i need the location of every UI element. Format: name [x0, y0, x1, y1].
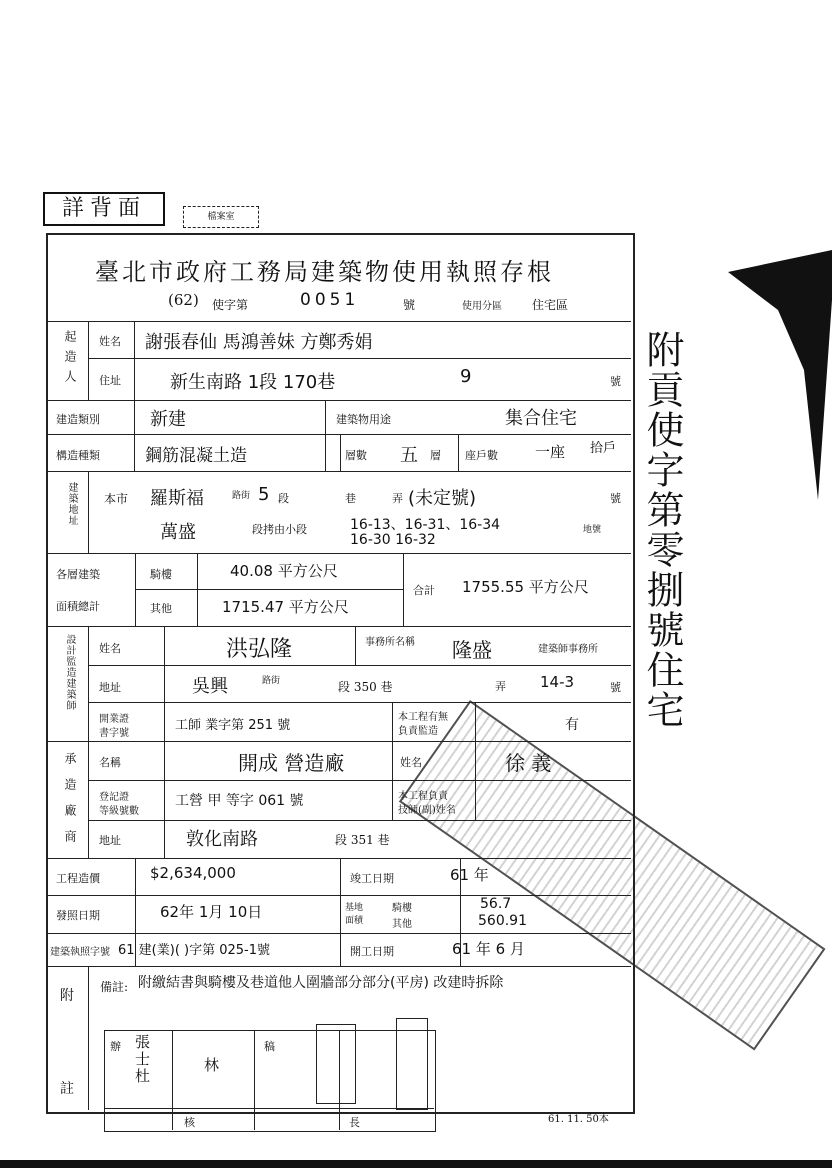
site-paren: (未定號) [408, 488, 477, 509]
rule [197, 553, 198, 626]
rule [88, 358, 631, 359]
arch-addr-number: 14-3 [540, 673, 575, 691]
build-type-label: 建造類別 [56, 413, 100, 426]
arch-name-label: 姓名 [99, 642, 121, 655]
complete-value: 61 年 [450, 866, 489, 884]
remarks-side-label: 附 [60, 988, 74, 1004]
units-value-2: 拾戶 [590, 441, 617, 456]
rule [88, 626, 89, 858]
site-other-value: 560.91 [478, 913, 527, 929]
rule [46, 933, 631, 934]
license-year: (62) [168, 291, 199, 309]
area-label-1: 各層建築 [56, 568, 100, 581]
start-label: 開工日期 [350, 945, 394, 958]
margin-char: 零 [640, 530, 684, 570]
office-suffix: 建築師事務所 [538, 644, 598, 655]
site-lot-suffix: 地號 [583, 525, 602, 535]
arch-reg-label-1: 開業證 [99, 714, 129, 725]
site-lane-unit: 巷 [345, 492, 356, 505]
floors-value: 五 [400, 445, 418, 466]
rule [340, 858, 341, 966]
site-road: 羅斯福 [150, 488, 204, 509]
site-district: 萬盛 [160, 522, 196, 543]
tech-label-1: 本工程負責 [398, 791, 448, 802]
rule [164, 626, 165, 858]
margin-char: 號 [640, 610, 684, 650]
archive-stamp: 檔案室 [183, 206, 259, 228]
rule [135, 553, 136, 626]
site-section-unit: 段 [278, 492, 289, 505]
tech-label-2: 技師(副)姓名 [398, 805, 456, 816]
rule [458, 434, 459, 471]
total-label: 合計 [413, 584, 435, 597]
owner-name-label: 姓名 [99, 335, 121, 348]
rule [392, 702, 393, 820]
site-alley-unit: 弄 [392, 492, 403, 505]
margin-char: 附 [640, 330, 684, 370]
sign-box-label: 長 [349, 1116, 360, 1129]
other-label: 其他 [150, 602, 172, 615]
owner-address-value: 新生南路 1段 170巷 [170, 372, 336, 393]
owner-address-suffix: 號 [610, 375, 621, 388]
rule [134, 400, 135, 471]
rule [46, 741, 631, 742]
architect-section-label: 設計監造建築師 [64, 634, 75, 711]
stamp-name: 張士杜 [133, 1034, 151, 1085]
margin-char: 第 [640, 490, 684, 530]
arch-addr-road-unit: 路街 [262, 676, 281, 686]
rule [88, 321, 89, 400]
form-tag: 詳背面 [43, 192, 165, 226]
site-other-label: 其他 [392, 919, 412, 930]
contractor-addr-section: 段 351 巷 [335, 833, 390, 847]
margin-char: 宅 [640, 690, 684, 730]
permit-value: 61 建(業)( )字第 025-1號 [118, 943, 271, 958]
rule [88, 820, 631, 821]
contractor-section-label: 承造廠商 [63, 752, 77, 856]
build-use-value: 集合住宅 [505, 408, 577, 429]
arcade-label: 騎樓 [150, 568, 172, 581]
units-label: 座戶數 [465, 449, 498, 462]
form-title: 臺北市政府工務局建築物使用執照存根 [95, 258, 554, 286]
office-value: 隆盛 [452, 638, 492, 662]
arch-addr-label: 地址 [99, 681, 121, 694]
contractor-person-label: 姓名 [400, 756, 422, 769]
rule [134, 321, 135, 400]
area-label-2: 面積總計 [56, 600, 100, 613]
start-value: 61 年 6 月 [452, 940, 525, 958]
rule [355, 626, 356, 665]
arch-addr-alley: 弄 [495, 680, 506, 693]
sign-box-row [104, 1030, 434, 1132]
site-city: 本市 [104, 492, 129, 506]
issue-value: 62年 1月 10日 [160, 903, 263, 921]
rule [46, 626, 631, 627]
footer-code: 61. 11. 50本 [548, 1114, 609, 1125]
arch-reg-value: 工師 業字第 251 號 [175, 718, 291, 733]
office-label: 事務所名稱 [365, 637, 415, 648]
rule [88, 702, 631, 703]
site-road-unit: 路街 [232, 491, 251, 501]
contractor-addr-value: 敦化南路 [186, 829, 258, 850]
build-type-value: 新建 [150, 409, 186, 430]
contractor-reg-value: 工營 甲 等字 061 號 [175, 793, 304, 809]
rule [46, 858, 631, 859]
rule [88, 471, 89, 553]
sign-box-label: 稿 [264, 1040, 275, 1053]
site-lots-2: 16-30 16-32 [350, 532, 436, 548]
remarks-text: 附繳結書與騎樓及巷道他人圍牆部分部分(平房) 改建時拆除 [138, 975, 504, 991]
arcade-value: 40.08 平方公尺 [230, 562, 338, 580]
arch-addr-section: 段 350 巷 [338, 680, 393, 694]
permit-label: 建築執照字號 [50, 947, 110, 958]
contractor-reg-label-1: 登記證 [99, 792, 129, 803]
margin-char: 貢 [640, 370, 684, 410]
floors-unit: 層 [430, 449, 441, 462]
rule [46, 895, 631, 896]
other-value: 1715.47 平方公尺 [222, 598, 349, 616]
rule [88, 665, 631, 666]
structure-label: 構造種類 [56, 449, 100, 462]
cost-label: 工程造價 [56, 872, 100, 885]
site-num-suffix: 號 [610, 492, 621, 505]
contractor-name-label: 名稱 [99, 756, 121, 769]
margin-char: 使 [640, 410, 684, 450]
rule [88, 966, 89, 1110]
approval-seal [316, 1024, 356, 1104]
site-lots-1: 16-13、16-31、16-34 [350, 517, 501, 533]
supervise-label-1: 本工程有無 [398, 712, 448, 723]
arch-reg-label-2: 書字號 [99, 728, 129, 739]
arch-addr-number-suffix: 號 [610, 681, 621, 694]
owner-name-value: 謝張春仙 馬鴻善妹 方鄭秀娟 [145, 332, 373, 353]
rule [46, 471, 631, 472]
rule [325, 400, 326, 471]
site-area-label: 基地面積 [345, 903, 364, 926]
supervise-label-2: 負責監造 [398, 726, 438, 737]
page-edge [0, 1160, 832, 1168]
approval-seal [396, 1018, 428, 1110]
sign-box-label: 核 [184, 1116, 195, 1129]
rule [403, 553, 404, 626]
units-value: 一座 [535, 443, 566, 461]
site-section-no: 5 [258, 484, 270, 505]
contractor-reg-label-2: 等級號數 [99, 806, 139, 817]
stamp-name: 林 [204, 1056, 220, 1074]
owner-address-label: 住址 [99, 374, 121, 387]
rule [46, 553, 631, 554]
site-subsection: 段拷由小段 [252, 523, 307, 536]
cost-value: $2,634,000 [150, 864, 236, 882]
margin-wedge-mark [728, 250, 832, 510]
owner-address-number: 9 [460, 366, 472, 387]
rule [475, 702, 476, 820]
floors-label: 層數 [345, 449, 367, 462]
complete-label: 竣工日期 [350, 872, 394, 885]
rule [340, 434, 341, 471]
zone-label: 使用分區 [462, 301, 502, 312]
margin-char: 字 [640, 450, 684, 490]
remarks-prefix: 備註: [100, 980, 129, 994]
contractor-name-value: 開成 營造廠 [238, 751, 345, 775]
remarks-sign-side-label: 註 [60, 1081, 74, 1097]
site-section-label: 建築地址 [66, 482, 77, 526]
rule [135, 589, 403, 590]
zone-value: 住宅區 [532, 298, 569, 312]
total-value: 1755.55 平方公尺 [462, 578, 589, 596]
arch-name-value: 洪弘隆 [226, 637, 293, 662]
structure-value: 鋼筋混凝土造 [145, 446, 247, 466]
margin-char: 住 [640, 650, 684, 690]
rule [88, 780, 631, 781]
rule [46, 966, 631, 967]
contractor-person-value: 徐 義 [505, 751, 552, 775]
license-suffix: 號 [403, 298, 416, 312]
supervise-value: 有 [565, 717, 579, 733]
margin-char: 捌 [640, 570, 684, 610]
site-arcade-value: 56.7 [480, 896, 512, 912]
contractor-addr-label: 地址 [99, 834, 121, 847]
sign-box-label: 辦 [110, 1040, 121, 1053]
license-prefix: 使字第 [212, 298, 249, 312]
owner-section-label: 起造人 [63, 330, 77, 390]
build-use-label: 建築物用途 [336, 413, 391, 426]
arch-addr-road: 吳興 [192, 676, 228, 697]
license-number: 0051 [300, 290, 360, 310]
site-arcade-label: 騎樓 [392, 903, 412, 914]
issue-label: 發照日期 [56, 909, 100, 922]
